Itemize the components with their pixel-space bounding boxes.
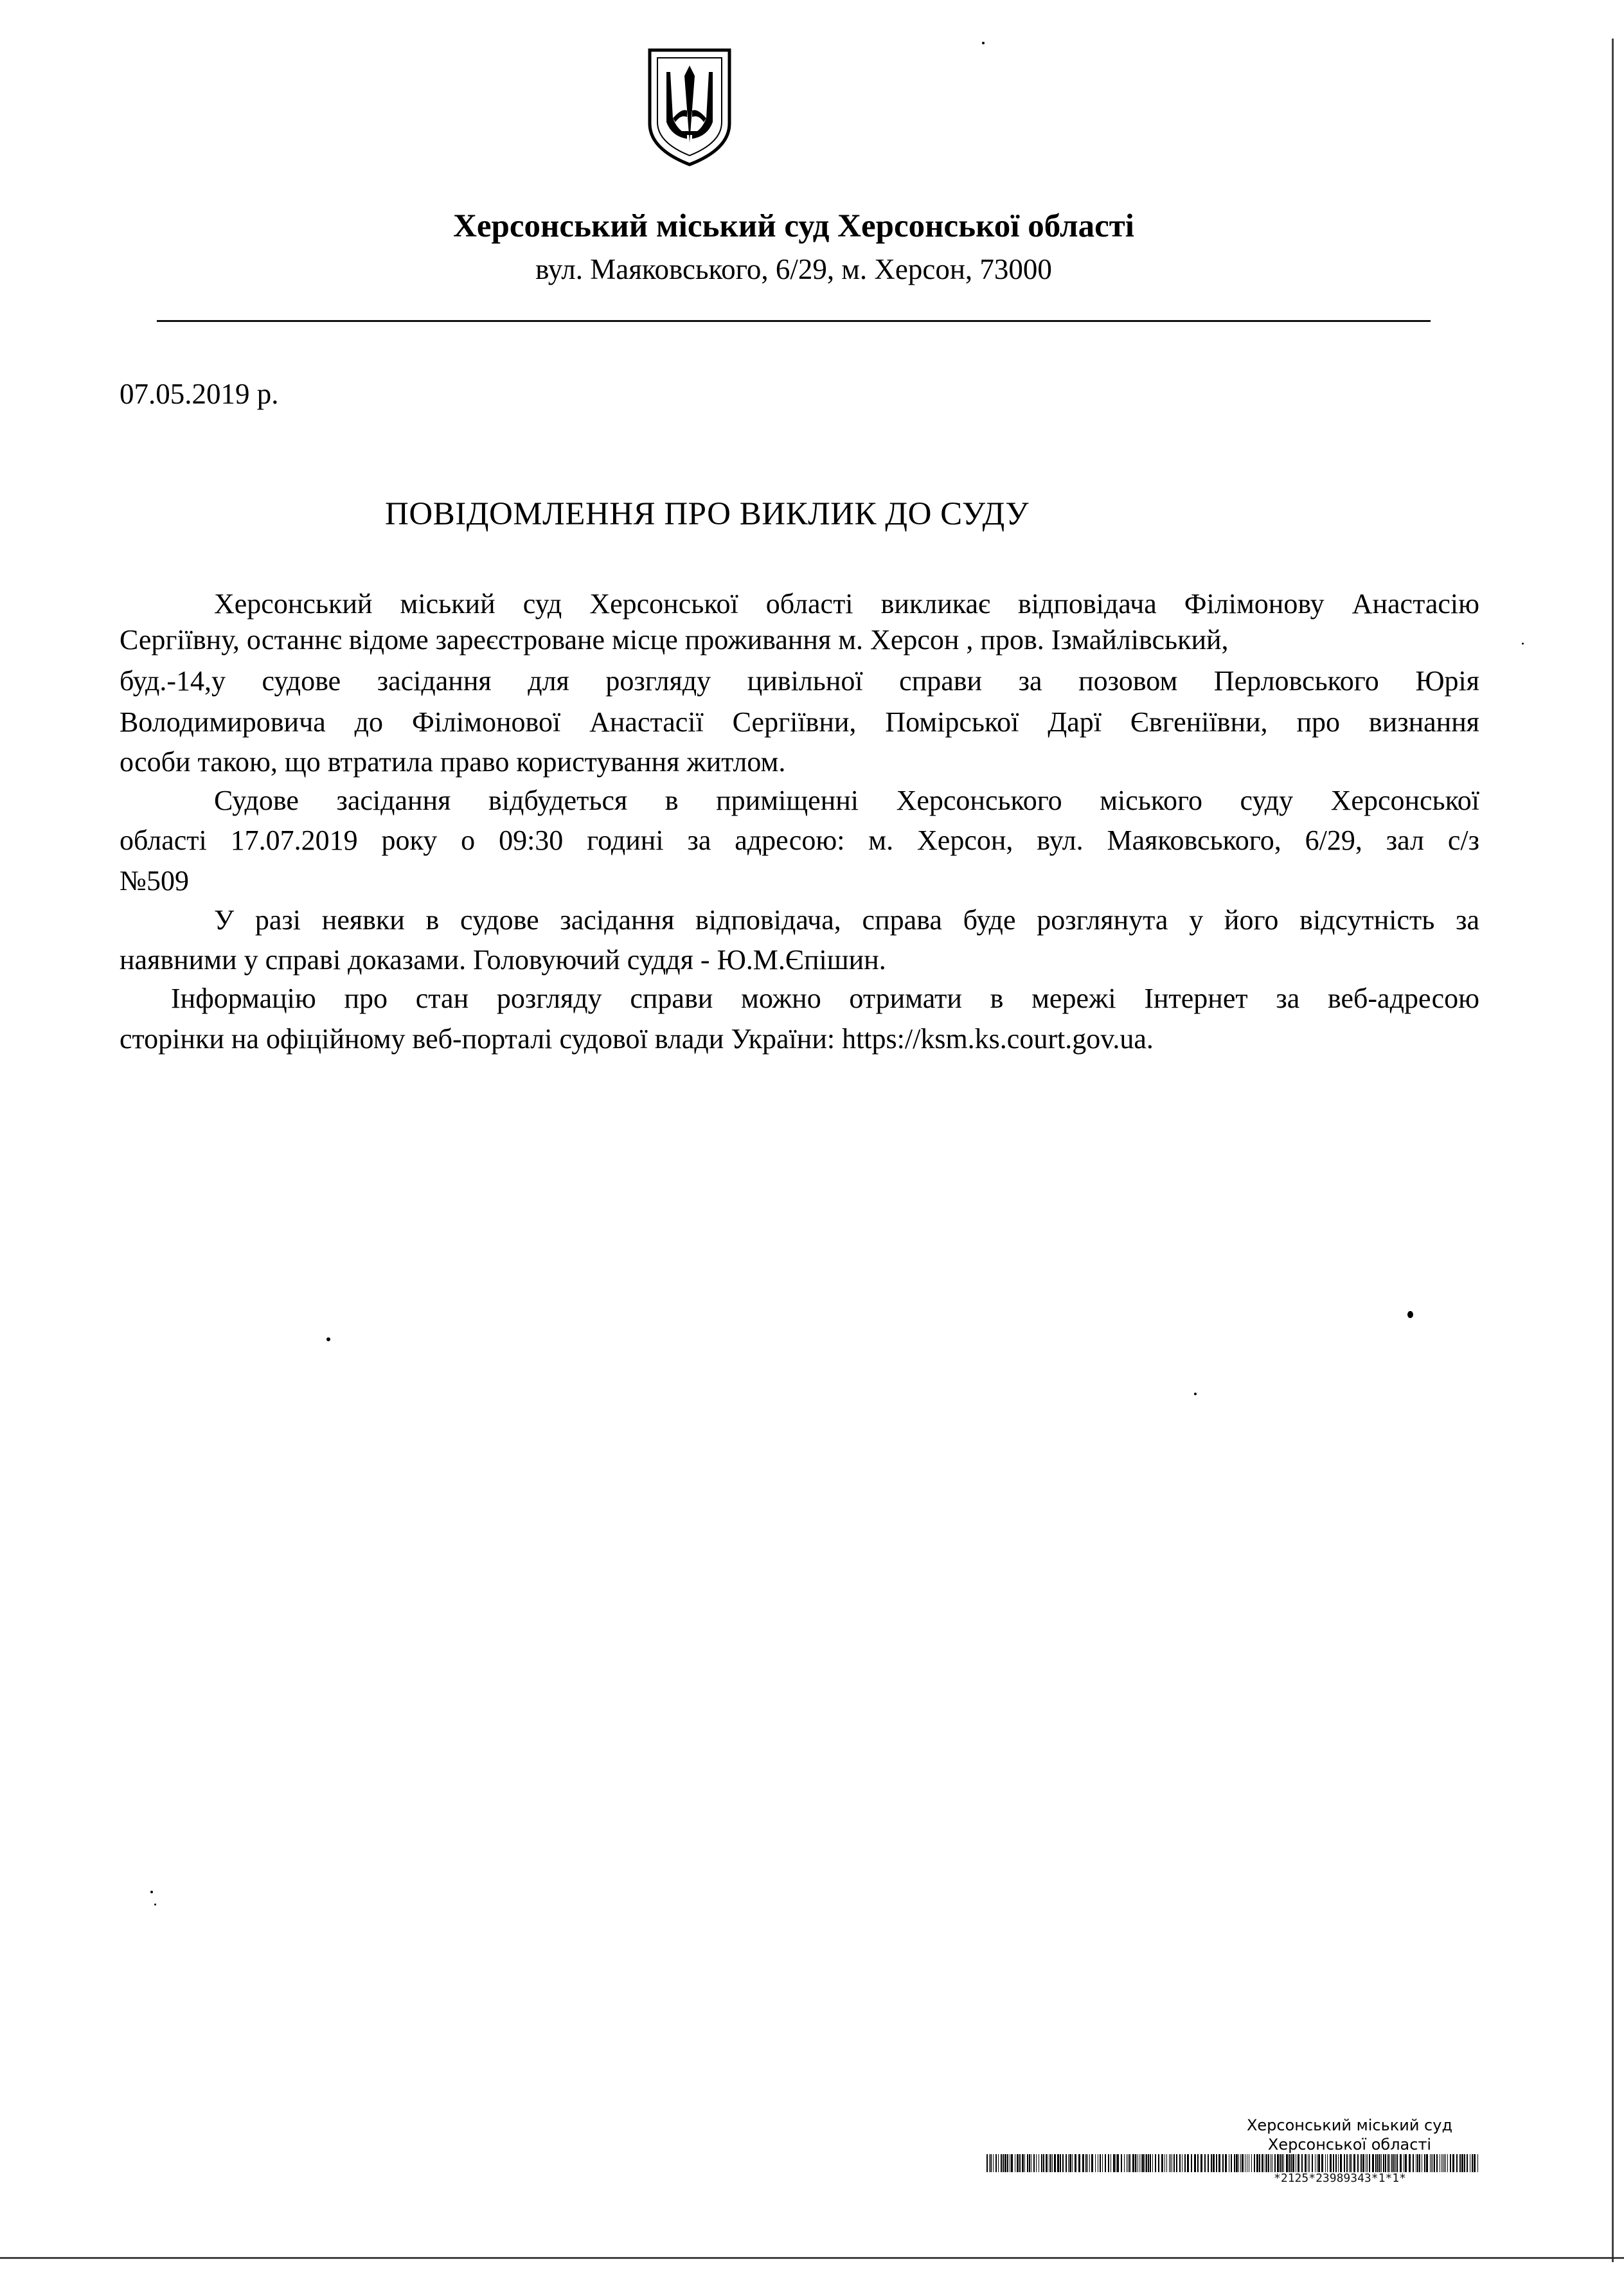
barcode-bar (1166, 2154, 1167, 2172)
barcode-bar (1405, 2154, 1407, 2172)
barcode-bar (1477, 2154, 1478, 2172)
barcode-bar (1176, 2154, 1177, 2172)
paragraph-line: області 17.07.2019 року о 09:30 годині за адресою: м. Херсон, вул. Маяковського, 6/29, зал с/з (120, 825, 1479, 856)
barcode-bar (1200, 2154, 1202, 2172)
barcode-bar (1004, 2154, 1006, 2172)
paragraph-line: особи такою, що втратила право користування житлом. (120, 746, 786, 778)
barcode-bar (1011, 2154, 1013, 2172)
barcode-bar (1050, 2154, 1051, 2172)
paragraph-line: Херсонський міський суд Херсонської області викликає відповідача Філімонову Анастасію (214, 588, 1479, 620)
barcode-bar (1335, 2154, 1337, 2172)
document-date: 07.05.2019 р. (120, 378, 279, 410)
barcode-bar (1372, 2154, 1374, 2172)
barcode-bar (1135, 2154, 1136, 2172)
barcode-bar (1290, 2154, 1292, 2172)
barcode-bar (1409, 2154, 1411, 2172)
barcode-bar (1413, 2154, 1414, 2172)
barcode-bar (1078, 2154, 1080, 2172)
barcode-bar (1417, 2154, 1418, 2172)
barcode-bar (1085, 2154, 1087, 2172)
barcode-bar (1385, 2154, 1386, 2172)
barcode-bar (1068, 2154, 1069, 2172)
barcode-bar (1251, 2154, 1252, 2172)
barcode-bar (1208, 2154, 1209, 2172)
barcode-bar (1164, 2154, 1165, 2172)
barcode-bar (1472, 2154, 1473, 2172)
barcode-bar (1280, 2154, 1281, 2172)
barcode-bar (1266, 2154, 1267, 2172)
barcode-bar (1150, 2154, 1151, 2172)
barcode-bar (1057, 2154, 1059, 2172)
barcode-bar (1222, 2154, 1224, 2172)
barcode-bar (1254, 2154, 1255, 2172)
barcode-bar (993, 2154, 994, 2172)
barcode-bar (1236, 2154, 1238, 2172)
barcode-bar (1377, 2154, 1379, 2172)
barcode-bar (1091, 2154, 1093, 2172)
barcode-bar (1003, 2154, 1004, 2172)
barcode-bar (1467, 2154, 1468, 2172)
barcode-bar (1072, 2154, 1073, 2172)
barcode-bar (1169, 2154, 1170, 2172)
stamp-court-region: Херсонської області (1267, 2136, 1432, 2154)
barcode-bar (1430, 2154, 1431, 2172)
barcode-bar (1146, 2154, 1147, 2172)
barcode-bar (1089, 2154, 1090, 2172)
barcode-bar (1179, 2154, 1181, 2172)
document-title: ПОВІДОМЛЕННЯ ПРО ВИКЛИК ДО СУДУ (385, 496, 1029, 532)
scan-speck (982, 42, 985, 44)
barcode-bar (1240, 2154, 1241, 2172)
barcode-bar (1137, 2154, 1138, 2172)
barcode-bar (1132, 2154, 1134, 2172)
barcode-bar (1022, 2154, 1024, 2172)
barcode-bar (1289, 2154, 1290, 2172)
barcode-bar (1381, 2154, 1382, 2172)
barcode-bar (1395, 2154, 1396, 2172)
barcode-bar (1075, 2154, 1076, 2172)
barcode-bar (1333, 2154, 1334, 2172)
barcode-bar (1461, 2154, 1463, 2172)
barcode-bar (1436, 2154, 1438, 2172)
barcode-bar (1173, 2154, 1175, 2172)
barcode-bar (1194, 2154, 1196, 2172)
barcode-bar (1170, 2154, 1171, 2172)
barcode-bar (1452, 2154, 1454, 2172)
barcode-bar (1362, 2154, 1364, 2172)
barcode-bar (1305, 2154, 1307, 2172)
barcode-bar (1357, 2154, 1359, 2172)
barcode-bar (1274, 2154, 1276, 2172)
paragraph-line: буд.-14,у судове засідання для розгляду цивільної справи за позовом Перловського Юрія (120, 665, 1479, 697)
barcode-bar (995, 2154, 997, 2172)
barcode-bar (1017, 2154, 1019, 2172)
barcode-bar (1441, 2154, 1442, 2172)
barcode-bar (1286, 2154, 1288, 2172)
barcode-bar (1369, 2154, 1370, 2172)
paragraph-line: Володимировича до Філімонової Анастасії Сергіївни, Помірської Дарї Євгеніївни, про визнання (120, 706, 1479, 738)
barcode-bar (1095, 2154, 1096, 2172)
barcode-bar (1459, 2154, 1461, 2172)
barcode-bar (1447, 2154, 1448, 2172)
barcode-bar (1367, 2154, 1368, 2172)
barcode-bar (1204, 2154, 1206, 2172)
barcode-bar (1426, 2154, 1428, 2172)
barcode-bar (1346, 2154, 1348, 2172)
barcode-bar (1033, 2154, 1035, 2172)
barcode-bar (1218, 2154, 1220, 2172)
barcode-bar (1211, 2154, 1212, 2172)
barcode-bar (1242, 2154, 1244, 2172)
paragraph-line: У разі неявки в судове засідання відповідача, справа буде розглянута у його відсутність за (214, 904, 1479, 936)
barcode-bar (1121, 2154, 1122, 2172)
paragraph-line: №509 (120, 865, 189, 897)
barcode-bar (1330, 2154, 1332, 2172)
coat-of-arms-emblem (645, 46, 735, 168)
barcode-bar (1043, 2154, 1044, 2172)
barcode-bar (1327, 2154, 1328, 2172)
barcode-bar (1474, 2154, 1476, 2172)
barcode-bar (1029, 2154, 1030, 2172)
barcode-bar (1197, 2154, 1199, 2172)
barcode-bar (1046, 2154, 1048, 2172)
barcode-bar (1361, 2154, 1362, 2172)
barcode-bar (1124, 2154, 1125, 2172)
barcode-bar (1383, 2154, 1384, 2172)
barcode-bar (1019, 2154, 1021, 2172)
barcode-bar (1389, 2154, 1390, 2172)
barcode-bar (1007, 2154, 1008, 2172)
paragraph-line: Судове засідання відбудеться в приміщенні Херсонського міського суду Херсонської (214, 785, 1479, 816)
barcode-bar (1281, 2154, 1283, 2172)
barcode-bar (1066, 2154, 1067, 2172)
barcode-bar (1400, 2154, 1402, 2172)
barcode-bar (1216, 2154, 1217, 2172)
barcode-bar (1184, 2154, 1186, 2172)
barcode-bar (1450, 2154, 1451, 2172)
barcode-bar (1259, 2154, 1260, 2172)
scan-edge-right (1612, 39, 1614, 2262)
barcode-bar (1325, 2154, 1326, 2172)
barcode-bar (1155, 2154, 1156, 2172)
barcode-bar (1432, 2154, 1433, 2172)
scan-speck (1194, 1393, 1197, 1395)
barcode-bar (1353, 2154, 1355, 2172)
barcode-bar (1187, 2154, 1189, 2172)
barcode-bar (1161, 2154, 1163, 2172)
barcode-bar (1298, 2154, 1299, 2172)
barcode-bar (1213, 2154, 1215, 2172)
paragraph-line: наявними у справі доказами. Головуючий суддя - Ю.М.Єпішин. (120, 944, 886, 976)
barcode-bar (1344, 2154, 1345, 2172)
barcode-bar (1434, 2154, 1435, 2172)
barcode-bar (1027, 2154, 1028, 2172)
paragraph-line: сторінки на офіційному веб-порталі судової влади України: https://ksm.ks.court.gov.ua. (120, 1023, 1154, 1055)
barcode-bar (1419, 2154, 1420, 2172)
barcode-bar (1464, 2154, 1465, 2172)
barcode-bar (1283, 2154, 1284, 2172)
barcode-bar (1102, 2154, 1103, 2172)
barcode-bar (1309, 2154, 1310, 2172)
barcode-bar (1234, 2154, 1235, 2172)
barcode-bar (1292, 2154, 1294, 2172)
barcode-bar (1391, 2154, 1393, 2172)
barcode-bar (1315, 2154, 1316, 2172)
barcode-bar (1445, 2154, 1446, 2172)
barcode-bar (1231, 2154, 1232, 2172)
barcode-bar (1062, 2154, 1064, 2172)
barcode-bar (1105, 2154, 1106, 2172)
barcode-bar (1024, 2154, 1025, 2172)
barcode-bar (1036, 2154, 1037, 2172)
barcode-bar (1340, 2154, 1342, 2172)
barcode-bar (1268, 2154, 1269, 2172)
barcode-bar (1108, 2154, 1109, 2172)
barcode-bar (1277, 2154, 1279, 2172)
scan-speck (1522, 643, 1524, 645)
barcode-bar (1431, 2154, 1432, 2172)
barcode-bar (1142, 2154, 1144, 2172)
scan-speck (326, 1337, 330, 1341)
barcode-bar (1321, 2154, 1323, 2172)
barcode-bar (1087, 2154, 1088, 2172)
barcode-bar (1041, 2154, 1042, 2172)
barcode-bar (1338, 2154, 1339, 2172)
barcode-bar (1052, 2154, 1053, 2172)
paragraph-line: Інформацію про стан розгляду справи можно отримати в мережі Інтернет за веб-адресою (171, 983, 1479, 1014)
barcode-bar (986, 2154, 988, 2172)
barcode-bar (1054, 2154, 1056, 2172)
barcode-bar (1318, 2154, 1320, 2172)
barcode-bar (1388, 2154, 1389, 2172)
barcode-bar (1001, 2154, 1002, 2172)
barcode-bar (990, 2154, 992, 2172)
barcode-bar (1082, 2154, 1084, 2172)
barcode-bar (1444, 2154, 1445, 2172)
barcode-bar (1379, 2154, 1380, 2172)
barcode-bar (998, 2154, 999, 2172)
barcode-bar (1129, 2154, 1130, 2172)
barcode (986, 2154, 1481, 2172)
barcode-bar (1396, 2154, 1398, 2172)
barcode-bar (1312, 2154, 1313, 2172)
barcode-bar (989, 2154, 990, 2172)
barcode-bar (1301, 2154, 1303, 2172)
scan-edge-bottom (0, 2257, 1624, 2259)
barcode-bar (1375, 2154, 1377, 2172)
paragraph-line: Сергіївну, останнє відоме зареєстроване місце проживання м. Херсон , пров. Ізмайлівський, (120, 624, 1229, 656)
barcode-bar (1424, 2154, 1425, 2172)
barcode-bar (1128, 2154, 1129, 2172)
scan-speck (1407, 1311, 1413, 1318)
barcode-bar (1117, 2154, 1119, 2172)
barcode-bar (1113, 2154, 1115, 2172)
barcode-bar (1069, 2154, 1071, 2172)
scan-speck (154, 1904, 156, 1905)
barcode-bar (1456, 2154, 1458, 2172)
barcode-bar (1152, 2154, 1153, 2172)
barcode-number: *2125*23989343*1*1* (1274, 2172, 1406, 2185)
court-address: вул. Маяковського, 6/29, м. Херсон, 73000 (535, 253, 1052, 285)
barcode-bar (1100, 2154, 1101, 2172)
barcode-bar (1060, 2154, 1061, 2172)
stamp-court-name: Херсонський міський суд (1246, 2116, 1453, 2134)
header-divider (157, 320, 1431, 322)
barcode-bar (1349, 2154, 1350, 2172)
barcode-bar (1191, 2154, 1192, 2172)
scan-speck (150, 1891, 153, 1893)
barcode-bar (1262, 2154, 1263, 2172)
court-name-heading: Херсонський міський суд Херсонської області (453, 208, 1134, 244)
barcode-bar (1225, 2154, 1227, 2172)
barcode-bar (1256, 2154, 1258, 2172)
barcode-bar (1158, 2154, 1159, 2172)
barcode-bar (1148, 2154, 1149, 2172)
barcode-bar (1350, 2154, 1352, 2172)
barcode-bar (1238, 2154, 1239, 2172)
barcode-bar (1393, 2154, 1395, 2172)
